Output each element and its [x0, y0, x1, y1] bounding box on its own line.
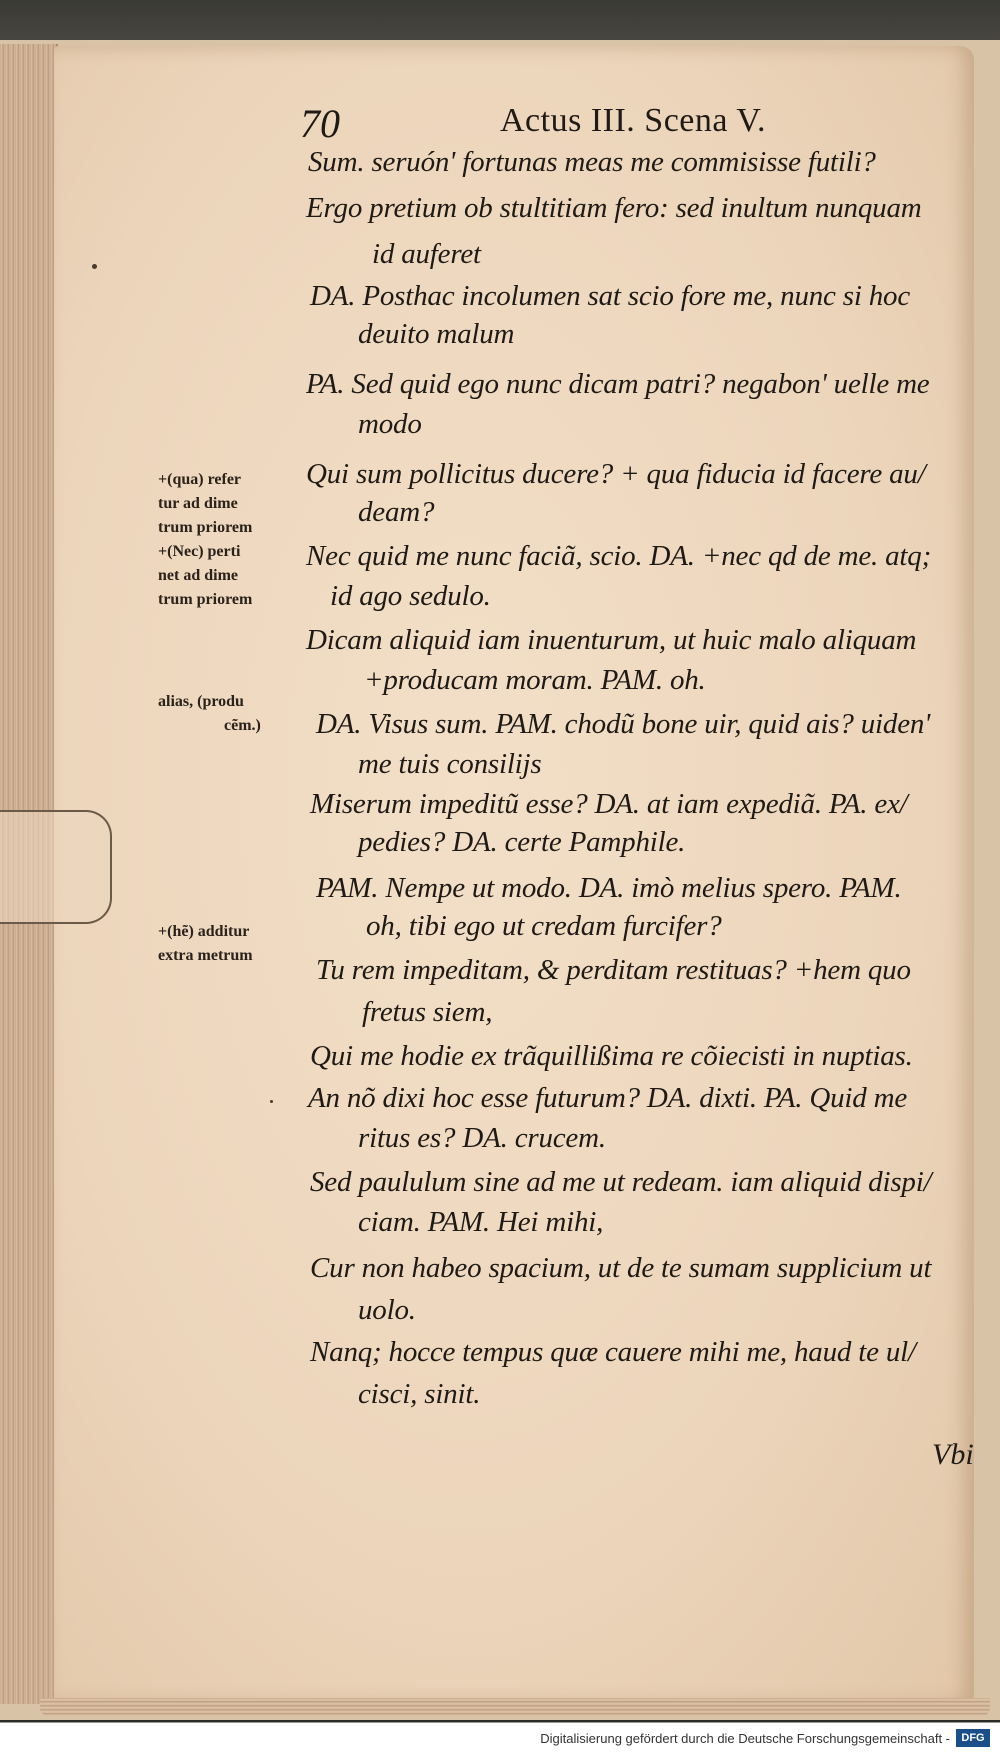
text-line: DA. Posthac incolumen sat scio fore me, nunc si hoc: [310, 280, 911, 312]
text-line: modo: [358, 408, 422, 440]
text-line: deuito malum: [358, 318, 515, 350]
margin-note-line: trum priorem: [158, 591, 253, 608]
margin-note: [158, 540, 252, 612]
text-line: id auferet: [372, 238, 481, 270]
ink-spot: [270, 1100, 273, 1103]
page-bottom-edge: [40, 1698, 990, 1716]
text-line: cisci, sinit.: [358, 1378, 481, 1410]
text-line: Cur non habeo spacium, ut de te sumam supplicium ut: [310, 1252, 932, 1284]
margin-note: [158, 690, 261, 738]
text-line: Sum. seruón' fortunas meas me commisisse futili?: [308, 146, 876, 178]
text-line: Nanq; hocce tempus quæ cauere mihi me, haud te ul/: [310, 1336, 916, 1368]
page-header: [300, 100, 860, 144]
text-line: DA. Visus sum. PAM. chodũ bone uir, quid ais? uiden': [316, 708, 931, 740]
text-line: Ergo pretium ob stultitiam fero: sed inultum nunquam: [306, 192, 922, 224]
text-line: Qui me hodie ex trãquillißima re cõiecisti in nuptias.: [310, 1040, 913, 1072]
text-line: Dicam aliquid iam inuenturum, ut huic malo aliquam: [306, 624, 917, 656]
text-line: Nec quid me nunc faciã, scio. DA. +nec qd de me. atq;: [306, 540, 932, 572]
digitization-footer: [0, 1722, 1000, 1755]
text-line: ritus es? DA. crucem.: [358, 1122, 606, 1154]
text-line: ciam. PAM. Hei mihi,: [358, 1206, 604, 1238]
text-line: pedies? DA. certe Pamphile.: [358, 826, 686, 858]
running-title: Actus III. Scena V.: [500, 102, 767, 139]
dfg-logo-icon: DFG: [956, 1729, 990, 1747]
text-line: Miserum impeditũ esse? DA. at iam expediã. PA. ex/: [310, 788, 908, 820]
text-line: PA. Sed quid ego nunc dicam patri? negabon' uelle me: [306, 368, 930, 400]
bookmark-tab: [0, 810, 112, 924]
text-line: Tu rem impeditam, & perditam restituas? +hem quo: [316, 954, 911, 986]
text-line: An nõ dixi hoc esse futurum? DA. dixti. PA. Quid me: [308, 1082, 907, 1114]
margin-note-line: net ad dime: [158, 567, 238, 584]
margin-note-line: tur ad dime: [158, 495, 238, 512]
text-line: PAM. Nempe ut modo. DA. imò melius spero. PAM.: [316, 872, 902, 904]
text-line: id ago sedulo.: [330, 580, 491, 612]
text-line: deam?: [358, 496, 435, 528]
margin-note-line: alias, (produ: [158, 693, 244, 710]
margin-note: [158, 920, 253, 968]
text-line: fretus siem,: [362, 996, 493, 1028]
margin-note-line: +(hẽ) additur: [158, 923, 250, 940]
page-number: 70: [300, 101, 340, 146]
margin-note-line: extra metrum: [158, 947, 253, 964]
margin-note-line: trum priorem: [158, 519, 253, 536]
text-line: uolo.: [358, 1294, 416, 1326]
text-line: Sed paululum sine ad me ut redeam. iam aliquid dispi/: [310, 1166, 932, 1198]
text-line: me tuis consilijs: [358, 748, 542, 780]
text-line: +producam moram. PAM. oh.: [364, 664, 706, 696]
text-line: oh, tibi ego ut credam furcifer?: [366, 910, 722, 942]
margin-note-line: +(Nec) perti: [158, 543, 241, 560]
margin-note-line: cẽm.): [224, 717, 261, 734]
ink-spot: [92, 264, 97, 269]
margin-note-line: +(qua) refer: [158, 471, 242, 488]
catchword: Vbi: [932, 1438, 974, 1471]
margin-note: [158, 468, 252, 540]
text-line: Qui sum pollicitus ducere? + qua fiducia id facere au/: [306, 458, 926, 490]
footer-credit: Digitalisierung gefördert durch die Deutsche Forschungsgemeinschaft -: [540, 1731, 950, 1746]
